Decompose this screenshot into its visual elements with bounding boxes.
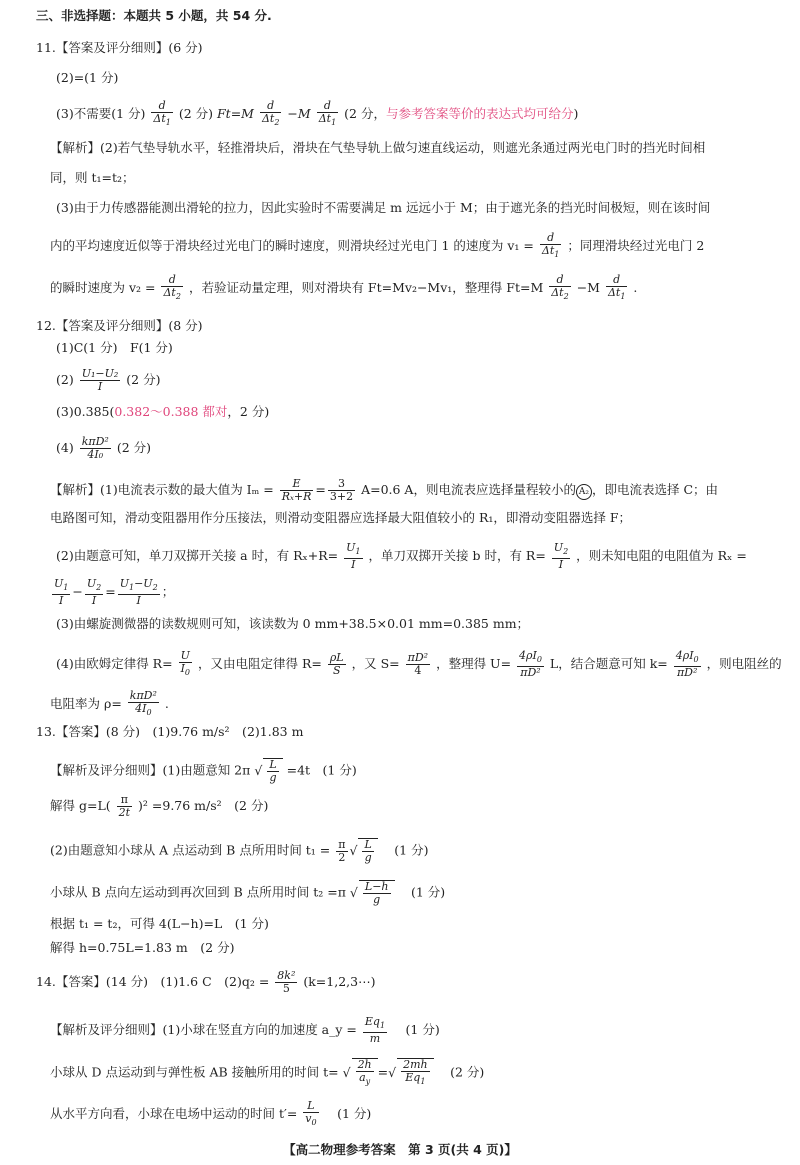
q12-analysis-1: 【解析】(1)电流表示数的最大值为 Iₘ = $\frac{E}{\text{Rₓ+R}}$ = $\frac{3}{3+2}$ A=0.6 A，则电流表应选择量程较小的 A₂ ，即电流表选择 C；由: [50, 477, 719, 503]
q11-analysis-1: 【解析】(2)若气垫导轨水平，轻推滑块后，滑块在气垫导轨上做匀速直线运动，则遮光条通过两光电门时的挡光时间相: [50, 140, 706, 155]
q14-analysis-1: 【解析及评分细则】(1)小球在竖直方向的加速度 a_y = $\frac{Eq_1}{m}$ (1 分): [50, 1015, 440, 1046]
q12-answer-1: (1)C(1 分) F(1 分): [56, 340, 173, 355]
q13-analysis-5: 根据 t₁ = t₂，可得 4(L−h)=L (1 分): [50, 916, 269, 931]
q13-header: 13.【答案】(8 分) (1)9.76 m/s² (2)1.83 m: [36, 724, 304, 739]
q12-analysis-7: 电阻率为 ρ= $\frac{\text{kπD²}}{4I_0}$ .: [50, 689, 169, 718]
section-title: 三、非选择题：本题共 5 小题，共 54 分.: [36, 8, 272, 23]
page-footer: 【高二物理参考答案 第 3 页(共 4 页)】: [283, 1142, 517, 1157]
q14-analysis-2: 小球从 D 点运动到与弹性板 AB 接触所用的时间 t= √ $\frac{2h}{a_y}$ =√ $\frac{2mh}{Eq_1}$ (2 分): [50, 1058, 485, 1087]
q11-analysis-2: 同，则 t₁=t₂；: [50, 170, 135, 185]
q12-analysis-2: 电路图可知，滑动变阻器用作分压接法，则滑动变阻器应选择最大阻值较小的 R₁，即滑动变阻器选择 F；: [50, 510, 632, 525]
q13-analysis-4: 小球从 B 点向左运动到再次回到 B 点所用时间 t₂ =π √ $\frac{L-h}{g}$ (1 分): [50, 880, 446, 906]
q14-header: 14.【答案】(14 分) (1)1.6 C (2)q₂ = $\frac{\text{8k²}}{5}$ (k=1,2,3⋯): [36, 969, 376, 995]
q13-analysis-6: 解得 h=0.75L=1.83 m (2 分): [50, 940, 235, 955]
q13-analysis-2: 解得 g=L( $\frac{\pi}{2t}$ )² =9.76 m/s² (2 分): [50, 793, 269, 819]
q12-answer-4: (4) $\frac{\text{kπD²}}{\text{4I₀}}$ (2 分): [56, 435, 151, 461]
q11-answer-3: (3)不需要(1 分) $\frac{d}{\Delta t_1}$ (2 分) Ft=M $\frac{d}{\Delta t_2}$ −M $\frac{d}{\Delta t_1}$ (2 分，与参考答案等价的表达式均可给分): [56, 99, 579, 128]
q11-analysis-5: 的瞬时速度为 v₂ = $\frac{d}{\Delta t_2}$ ，若验证动量定理，则对滑块有 Ft=Mv₂−Mv₁，整理得 Ft=M $\frac{d}{\Delta t_2}$ −M $\frac{d}{\Delta t_1}$ .: [50, 273, 638, 302]
q11-analysis-4: 内的平均速度近似等于滑块经过光电门的瞬时速度，则滑块经过光电门 1 的速度为 v₁ = $\frac{d}{\Delta t_1}$ ；同理滑块经过光电门 2: [50, 231, 705, 260]
q12-analysis-3: (2)由题意可知，单刀双掷开关接 a 时，有 Rₓ+R= $\frac{U_1}{I}$ ，单刀双掷开关接 b 时，有 R= $\frac{U_2}{I}$ ，则未知电阻的电阻值为 Rₓ =: [56, 541, 747, 572]
q13-analysis-3: (2)由题意知小球从 A 点运动到 B 点所用时间 t₁ = $\frac{\pi}{2}$ √ $\frac{L}{g}$ (1 分): [50, 837, 429, 864]
q12-analysis-6: (4)由欧姆定律得 R= $\frac{U}{I_0}$ ，又由电阻定律得 R= $\frac{\rho L}{S}$ ，又 S= $\frac{\text{πD²}}{4}$ ，整理得 U= $\frac{4\rho I_0}{\text{πD²}}$ L，结合题意可知 k= $\frac{4\rho I_0}{\text{πD²}}$ ，则电阻丝的: [56, 649, 782, 680]
ammeter-a2-symbol: A₂: [576, 484, 592, 500]
q12-analysis-4: $\frac{U_1}{I}$ − $\frac{U_2}{I}$ = $\frac{U_1-U_2}{I}$ ；: [54, 577, 175, 608]
q12-header: 12.【答案及评分细则】(8 分): [36, 318, 203, 333]
q12-answer-3: (3)0.385(0.382～0.388 都对，2 分): [56, 404, 270, 419]
q11-analysis-3: (3)由于力传感器能测出滑轮的拉力，因此实验时不需要满足 m 远远小于 M；由于遮光条的挡光时间极短，则在该时间: [56, 200, 711, 215]
q11-header: 11.【答案及评分细则】(6 分): [36, 40, 203, 55]
q12-answer-2: (2) $\frac{\text{U₁−U₂}}{I}$ (2 分): [56, 367, 161, 393]
q14-analysis-3: 从水平方向看，小球在电场中运动的时间 t′= $\frac{L}{v_0}$ (1 分): [50, 1099, 372, 1128]
q11-answer-2: (2)=(1 分): [56, 70, 119, 85]
q12-analysis-5: (3)由螺旋测微器的读数规则可知，该读数为 0 mm+38.5×0.01 mm=0.385 mm；: [56, 616, 530, 631]
q13-analysis-1: 【解析及评分细则】(1)由题意知 2π √ $\frac{L}{g}$ =4t (1 分): [50, 758, 357, 784]
